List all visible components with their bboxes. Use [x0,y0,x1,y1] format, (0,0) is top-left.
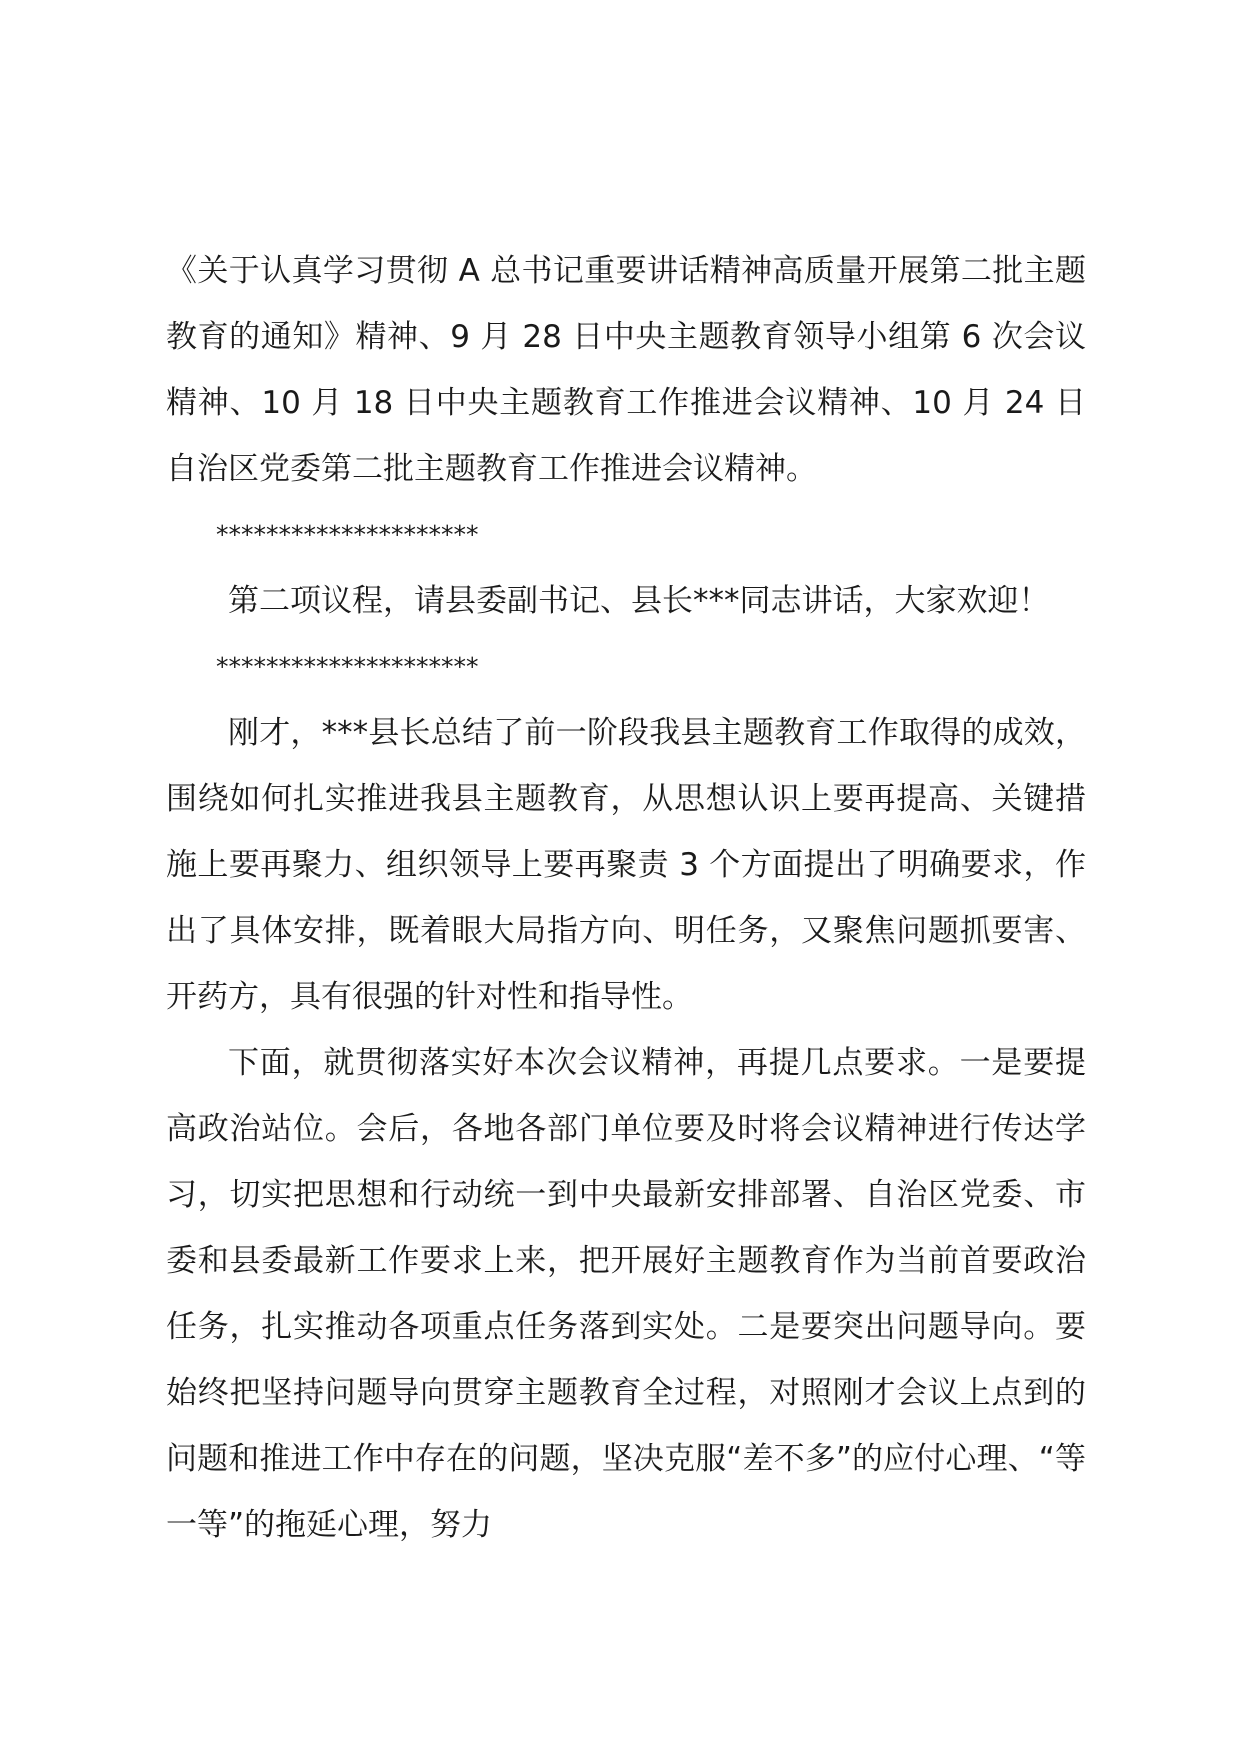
separator-stars: ********************* [216,652,479,681]
document-body [166,238,1086,1558]
paragraph-summary: 刚才，***县长总结了前一阶段我县主题教育工作取得的成效，围绕如何扎实推进我县主题教育，从思想认识上要再提高、关键措施上要再聚力、组织领导上要再聚责 3 个方面提出了明确要求，作出了具体安排，既着眼大局指方向、明任务，又聚焦问题抓要害、开药方，具有很强的针对性和指导性。 [166,715,1086,1015]
paragraph-continuation: 《关于认真学习贯彻 A 总书记重要讲话精神高质量开展第二批主题教育的通知》精神、9 月 28 日中央主题教育领导小组第 6 次会议精神、10 月 18 日中央主题教育工作推进会议精神、10 月 24 日自治区党委第二批主题教育工作推进会议精神。 [166,253,1086,487]
paragraph-agenda-item: 第二项议程，请县委副书记、县长***同志讲话，大家欢迎！ [228,583,1050,619]
paragraph-requirements: 下面，就贯彻落实好本次会议精神，再提几点要求。一是要提高政治站位。会后，各地各部门单位要及时将会议精神进行传达学习，切实把思想和行动统一到中央最新安排部署、自治区党委、市委和县委最新工作要求上来，把开展好主题教育作为当前首要政治任务，扎实推动各项重点任务落到实处。二是要突出问题导向。要始终把坚持问题导向贯穿主题教育全过程，对照刚才会议上点到的问题和推进工作中存在的问题，坚决克服“差不多”的应付心理、“等一等”的拖延心理，努力 [166,1045,1086,1543]
separator-stars: ********************* [216,520,479,549]
